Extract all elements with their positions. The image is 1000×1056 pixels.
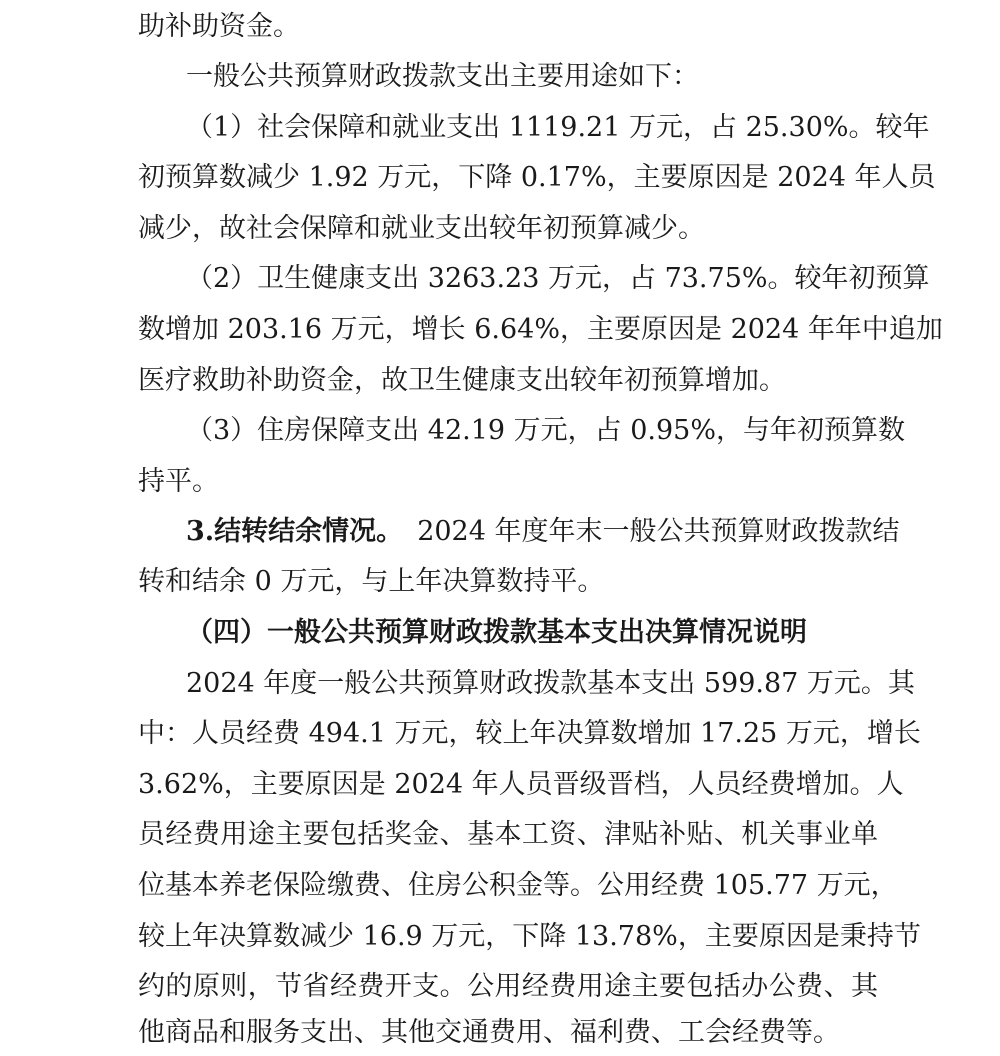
paragraph-line: 数增加 203.16 万元，增长 6.64%，主要原因是 2024 年年中追加 (138, 314, 943, 345)
paragraph-line: 持平。 (138, 466, 219, 497)
paragraph-line: 转和结余 0 万元，与上年决算数持平。 (138, 566, 605, 597)
carryover-paragraph-line (186, 515, 900, 549)
carryover-text: 2024 年度年末一般公共预算财政拨款结 (417, 516, 900, 547)
paragraph-line: 初预算数减少 1.92 万元，下降 0.17%，主要原因是 2024 年人员 (138, 162, 936, 193)
paragraph-line: （2）卫生健康支出 3263.23 万元，占 73.75%。较年初预算 (186, 263, 930, 294)
paragraph-line: 他商品和服务支出、其他交通费用、福利费、工会经费等。 (138, 1017, 840, 1048)
paragraph-line: （1）社会保障和就业支出 1119.21 万元，占 25.30%。较年 (186, 112, 930, 143)
paragraph-line: （3）住房保障支出 42.19 万元，占 0.95%，与年初预算数 (186, 415, 905, 446)
paragraph-line: 减少，故社会保障和就业支出较年初预算减少。 (138, 213, 705, 244)
paragraph-line: 较上年决算数减少 16.9 万元，下降 13.78%，主要原因是秉持节 (138, 921, 921, 952)
carryover-lead: 3.结转结余情况。 (186, 516, 404, 547)
paragraph-line: 一般公共预算财政拨款支出主要用途如下： (186, 61, 699, 92)
section-heading: （四）一般公共预算财政拨款基本支出决算情况说明 (186, 617, 807, 648)
paragraph-line: 3.62%，主要原因是 2024 年人员晋级晋档，人员经费增加。人 (138, 769, 904, 800)
paragraph-line: 约的原则，节省经费开支。公用经费用途主要包括办公费、其 (138, 971, 878, 1002)
paragraph-line: 中：人员经费 494.1 万元，较上年决算数增加 17.25 万元，增长 (138, 718, 921, 749)
paragraph-line: 助补助资金。 (138, 11, 300, 42)
paragraph-line: 位基本养老保险缴费、住房公积金等。公用经费 105.77 万元， (138, 870, 898, 901)
paragraph-line: 员经费用途主要包括奖金、基本工资、津贴补贴、机关事业单 (138, 819, 878, 850)
paragraph-line: 2024 年度一般公共预算财政拨款基本支出 599.87 万元。其 (186, 668, 915, 699)
paragraph-line: 医疗救助补助资金，故卫生健康支出较年初预算增加。 (138, 365, 786, 396)
